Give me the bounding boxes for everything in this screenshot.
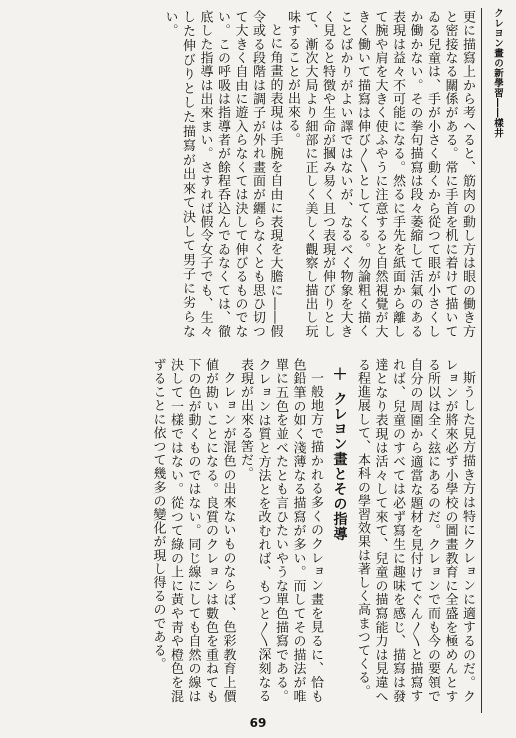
cross-marker-icon: ＋ [330, 366, 349, 383]
paragraph: 一般地方で描かれる多くのクレョン畫を見るに、恰も色鉛筆の如く淺薄なる描寫が多い。而してその描法が唯單に五色を並べたとも言ひたいやうな單色描寫である。クレョンは質と方法とを改むれば、もつと〳〵深刻なる表現が出來る筈だ。 [238, 358, 323, 703]
section-heading [330, 358, 348, 703]
paragraph: 斯うした見方描き方は特にクレョンに適するのだ。クレョンが將來必ず小學校の圖畫教育に全盛を極めんとする所以は全く玆にあるのだ。クレョンで而も今の要領で自分の周圍から適當な題材を見付けてぐん〳〵と描寫すれば、兒童のすべては必ず寫生に趣味を感じ、描寫は發達となり表現は活々して來て、兒童の描寫能力は見違へる程進展して、本科の學習效果は著しく高まつてくる。 [355, 358, 475, 703]
page-number: 69 [249, 716, 267, 730]
section-heading-text: クレヨン畫とその指導 [331, 392, 348, 543]
header-rule [481, 8, 482, 713]
paragraph: とに角畫的表現は手腕を自由に表現を大膽に――假令或る段階は調子が外れ畫面が纒らなくとも思ひ切つて大きく自由に遊入らなくては決して伸びるものでない。この呼吸は指導者が餘程呑込んでゐなくては、徹底した指導は出來まい。さすれば假令女子でも、生々した伸びりとした描寫が出來て決して男子に劣らない。 [162, 10, 283, 338]
paragraph: クレョンが混色の出來ないものならば、色彩教育上價値が勘いことになる。良質のクレョンは數色を重ねても下の色が動くものではない。同じ線にしても自然の線は決して一樣ではない。從つて綠の上に黃や靑や橙色を混ずることに依つて幾多の變化が現し得るのである。 [150, 358, 236, 703]
paragraph-continued: 更に描寫上から考へると、筋肉の動し方は眼の働き方と密接なる關係がある。常に手首を机に着けて描いてゐる兒童は、手が小さく動くから從つて眼が小さくしか働かない。その拳句描寫は段々萎縮して活氣のある表現は益々不可能になる。然るに手先を紙面から離して腕や肩を大きく使ふやうに注意すると自然視覺が大きく働いて描寫は伸び〳〵としてくる。勿論粗く描くことばかりがよい譯ではないが、なるべく物象を大きく見ると特徴や生命が摑み易く且つ表現が伸びりとして、漸次大局より細部に正しく美しく觀察し描出し玩味することが出來る。 [285, 10, 475, 338]
bottom-text-column [16, 358, 476, 703]
running-header: クレヨン畫の新學習――樣井 [492, 8, 503, 138]
top-text-column [16, 10, 476, 338]
